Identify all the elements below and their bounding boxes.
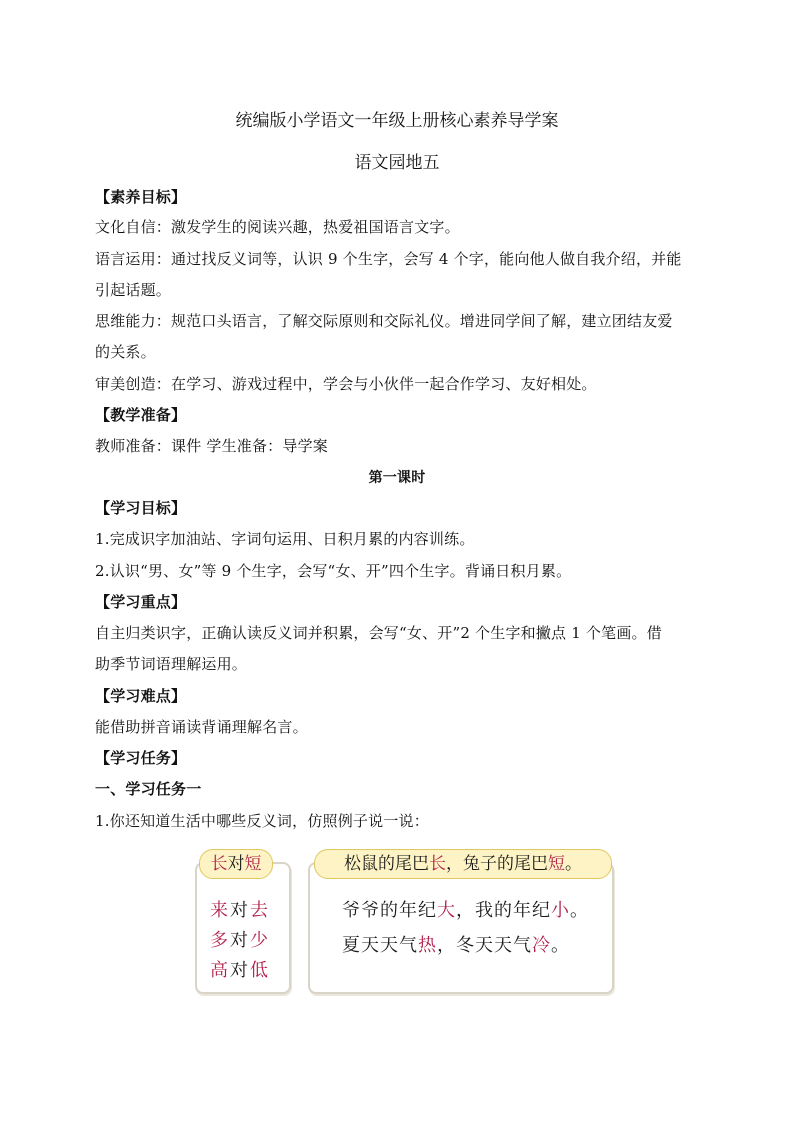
goal-thinking-line1: 思维能力：规范口头语言，了解交际原则和交际礼仪。增进同学间了解，建立团结友爱: [95, 312, 673, 330]
pill-long-short: 长对短: [199, 849, 273, 879]
key-points-heading: 【学习重点】: [95, 593, 187, 611]
pill-example-sentence: 松鼠的尾巴长，兔子的尾巴短。: [314, 849, 612, 879]
learning-goal-1: 1.完成识字加油站、字词句运用、日积月累的内容训练。: [95, 530, 475, 548]
key-points-line2: 助季节词语理解运用。: [95, 655, 248, 673]
task-one-question: 1.你还知道生活中哪些反义词，仿照例子说一说：: [95, 812, 429, 830]
example-sentences-box: [308, 862, 614, 994]
goal-language-line1: 语言运用：通过找反义词等，认识 9 个生字，会写 4 个字，能向他人做自我介绍，并能: [95, 250, 682, 268]
lesson-title: 语文园地五: [354, 153, 440, 173]
key-points-line1: 自主归类识字，正确认读反义词并积累，会写“女、开”2 个生字和撇点 1 个笔画。借: [95, 624, 662, 642]
antonym-pair: 来对去: [210, 900, 270, 921]
goal-aesthetic: 审美创造：在学习、游戏过程中，学会与小伙伴一起合作学习、友好相处。: [95, 375, 597, 393]
example-sentence-weather: 夏天天气热，冬天天气冷。: [342, 935, 570, 956]
example-sentence-age: 爷爷的年纪大，我的年纪小。: [342, 900, 589, 921]
goal-thinking-line2: 的关系。: [95, 343, 156, 361]
prep-heading: 【教学准备】: [95, 406, 187, 424]
learning-goals-heading: 【学习目标】: [95, 499, 187, 517]
prep-text: 教师准备：课件 学生准备：导学案: [95, 437, 328, 455]
antonym-pair: 多对少: [210, 930, 270, 951]
goals-heading: 【素养目标】: [95, 188, 187, 206]
difficulty-heading: 【学习难点】: [95, 687, 187, 705]
document-title: 统编版小学语文一年级上册核心素养导学案: [235, 111, 559, 131]
tasks-heading: 【学习任务】: [95, 749, 187, 767]
task-one-heading: 一、学习任务一: [95, 780, 202, 798]
antonym-pair: 高对低: [210, 960, 270, 981]
period-heading: 第一课时: [368, 470, 426, 486]
goal-language-line2: 引起话题。: [95, 281, 172, 299]
learning-goal-2: 2.认识“男、女”等 9 个生字，会写“女、开”四个生字。背诵日积月累。: [95, 562, 572, 580]
goal-culture: 文化自信：激发学生的阅读兴趣，热爱祖国语言文字。: [95, 218, 460, 236]
difficulty-text: 能借助拼音诵读背诵理解名言。: [95, 718, 308, 736]
